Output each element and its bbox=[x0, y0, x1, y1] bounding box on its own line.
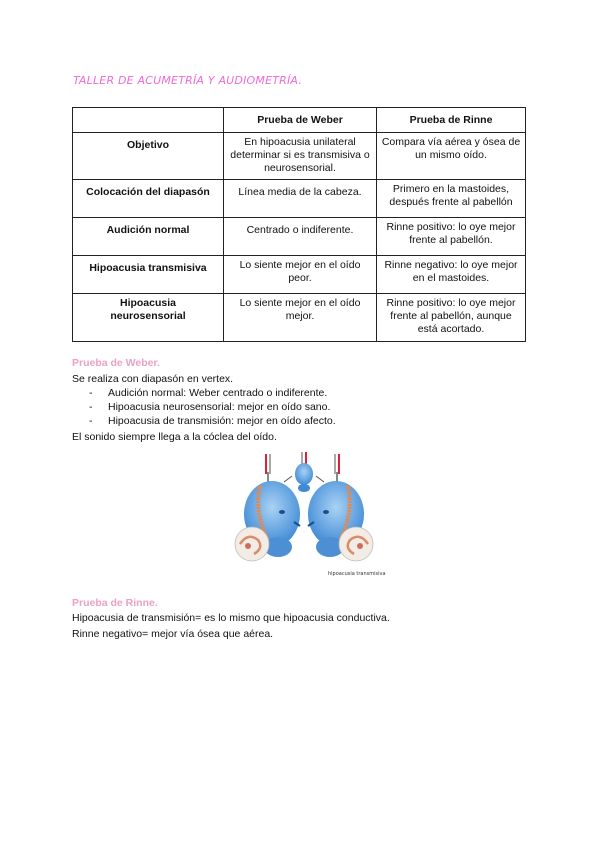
figure-caption: hipoacusia transmisiva bbox=[328, 571, 386, 577]
list-item: - Hipoacusia de transmisión: mejor en oído afecto. bbox=[89, 414, 336, 428]
weber-intro: Se realiza con diapasón en vertex. bbox=[72, 373, 234, 385]
list-item: - Hipoacusia neurosensorial: mejor en oído sano. bbox=[89, 400, 336, 414]
weber-cell: Lo siente mejor en el oído mejor. bbox=[224, 294, 377, 342]
tuning-fork-center-icon bbox=[301, 452, 307, 464]
weber-cell: Línea media de la cabeza. bbox=[224, 180, 377, 218]
list-item: - Audición normal: Weber centrado o indiferente. bbox=[89, 386, 336, 400]
table-row bbox=[73, 256, 526, 294]
comparison-table bbox=[72, 107, 526, 342]
rinne-cell: Rinne positivo: lo oye mejor frente al pabellón, aunque está acortado. bbox=[377, 294, 526, 342]
row-label: Colocación del diapasón bbox=[73, 180, 224, 218]
weber-figure bbox=[234, 452, 374, 578]
table-header-empty bbox=[73, 108, 224, 133]
weber-bullet-list bbox=[89, 386, 336, 428]
weber-cell: Lo siente mejor en el oído peor. bbox=[224, 256, 377, 294]
ear-inset-right-icon bbox=[339, 527, 373, 561]
tuning-fork-left-icon bbox=[265, 454, 271, 482]
center-head-icon bbox=[284, 463, 324, 492]
weber-closing: El sonido siempre llega a la cóclea del oído. bbox=[72, 431, 277, 443]
weber-cell: En hipoacusia unilateral determinar si es transmisiva o neurosensorial. bbox=[224, 133, 377, 180]
rinne-cell: Rinne positivo: lo oye mejor frente al pabellón. bbox=[377, 218, 526, 256]
ear-inset-left-icon bbox=[235, 527, 269, 561]
rinne-section-heading: Prueba de Rinne. bbox=[72, 597, 158, 609]
table-header-rinne: Prueba de Rinne bbox=[377, 108, 526, 133]
table-header-weber: Prueba de Weber bbox=[224, 108, 377, 133]
table-row bbox=[73, 180, 526, 218]
document-title: TALLER DE ACUMETRÍA Y AUDIOMETRÍA. bbox=[73, 74, 303, 87]
table-header-row bbox=[73, 108, 526, 133]
tuning-fork-right-icon bbox=[334, 454, 340, 482]
table-row bbox=[73, 294, 526, 342]
weber-cell: Centrado o indiferente. bbox=[224, 218, 377, 256]
rinne-cell: Primero en la mastoides, después frente al pabellón bbox=[377, 180, 526, 218]
table-row bbox=[73, 218, 526, 256]
row-label: Objetivo bbox=[73, 133, 224, 180]
weber-illustration bbox=[234, 452, 374, 578]
rinne-line-1: Hipoacusia de transmisión= es lo mismo que hipoacusia conductiva. bbox=[72, 612, 390, 624]
rinne-cell: Compara vía aérea y ósea de un mismo oído. bbox=[377, 133, 526, 180]
rinne-cell: Rinne negativo: lo oye mejor en el mastoides. bbox=[377, 256, 526, 294]
row-label: Hipoacusia transmisiva bbox=[73, 256, 224, 294]
weber-section-heading: Prueba de Weber. bbox=[72, 357, 160, 369]
row-label: Audición normal bbox=[73, 218, 224, 256]
rinne-line-2: Rinne negativo= mejor vía ósea que aérea. bbox=[72, 628, 274, 640]
row-label: Hipoacusia neurosensorial bbox=[73, 294, 224, 342]
table-row bbox=[73, 133, 526, 180]
